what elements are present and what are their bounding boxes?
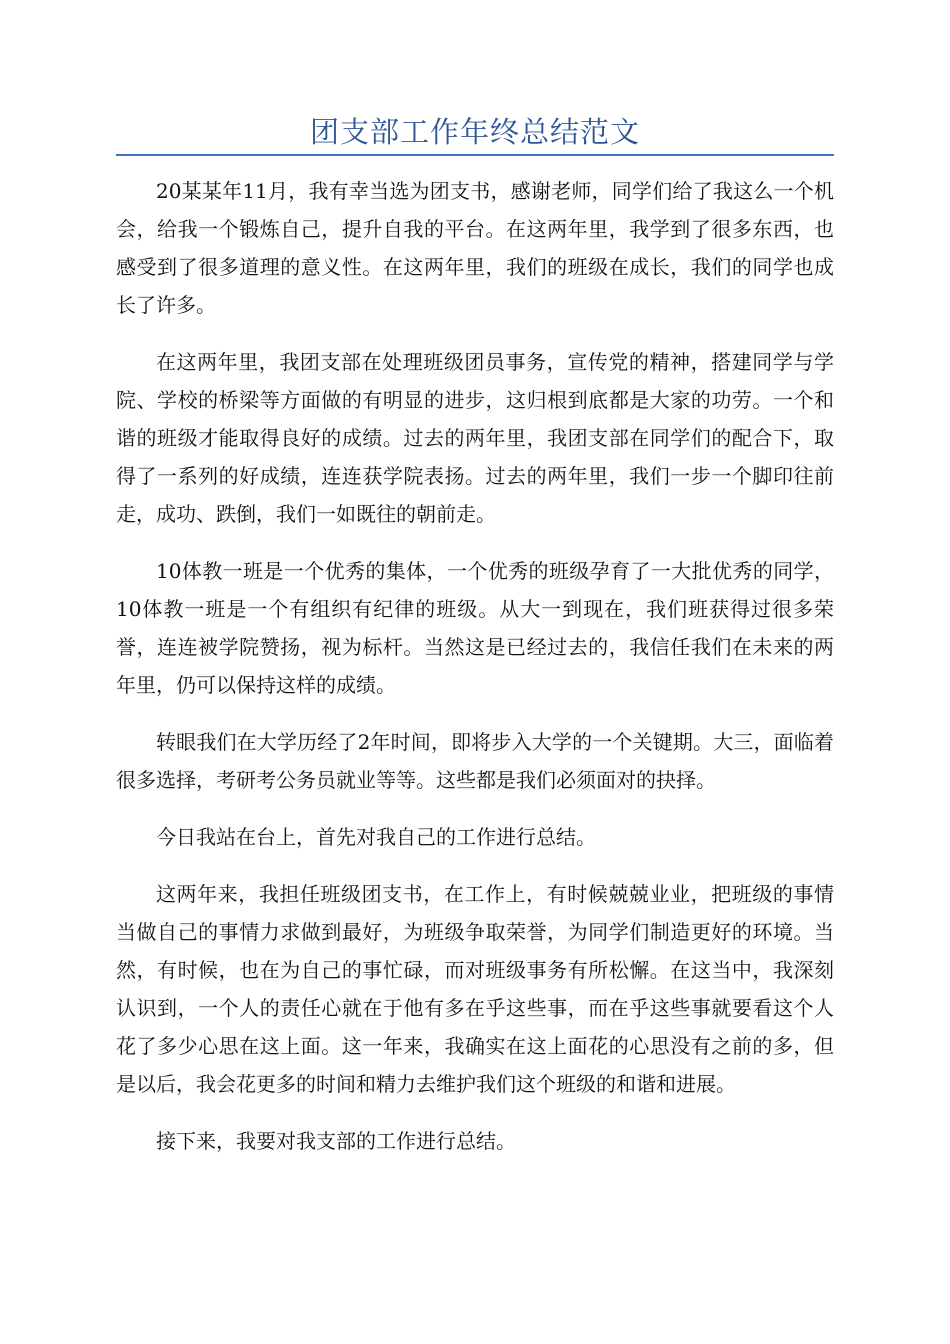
- paragraph-7: 接下来，我要对我支部的工作进行总结。: [156, 1129, 516, 1153]
- document-body: [116, 172, 834, 1179]
- paragraph-3: 10体教一班是一个优秀的集体，一个优秀的班级孕育了一大批优秀的同学，10体教一班是一个有组织有纪律的班级。从大一到现在，我们班获得过很多荣誉，连连被学院赞扬，视为标杆。当然这是已经过去的，我信任我们在未来的两年里，仍可以保持这样的成绩。: [116, 559, 834, 697]
- title-underline: [116, 154, 834, 156]
- paragraph-2: 在这两年里，我团支部在处理班级团员事务，宣传党的精神，搭建同学与学院、学校的桥梁等方面做的有明显的进步，这归根到底都是大家的功劳。一个和谐的班级才能取得良好的成绩。过去的两年里，我团支部在同学们的配合下，取得了一系列的好成绩，连连获学院表扬。过去的两年里，我们一步一个脚印往前走，成功、跌倒，我们一如既往的朝前走。: [116, 350, 834, 526]
- document-title: 团支部工作年终总结范文: [309, 115, 640, 149]
- paragraph-6: 这两年来，我担任班级团支书，在工作上，有时候兢兢业业，把班级的事情当做自己的事情力求做到最好，为班级争取荣誉，为同学们制造更好的环境。当然，有时候，也在为自己的事忙碌，而对班级事务有所松懈。在这当中，我深刻认识到，一个人的责任心就在于他有多在乎这些事，而在乎这些事就要看这个人花了多少心思在这上面。这一年来，我确实在这上面花的心思没有之前的多，但是以后，我会花更多的时间和精力去维护我们这个班级的和谐和进展。: [116, 882, 834, 1096]
- paragraph-4: 转眼我们在大学历经了2年时间，即将步入大学的一个关键期。大三，面临着很多选择，考研考公务员就业等等。这些都是我们必须面对的抉择。: [116, 730, 834, 792]
- paragraph-1: 20某某年11月，我有幸当选为团支书，感谢老师，同学们给了我这么一个机会，给我一个锻炼自己，提升自我的平台。在这两年里，我学到了很多东西，也感受到了很多道理的意义性。在这两年里，我们的班级在成长，我们的同学也成长了许多。: [116, 179, 834, 317]
- paragraph-5: 今日我站在台上，首先对我自己的工作进行总结。: [156, 825, 596, 849]
